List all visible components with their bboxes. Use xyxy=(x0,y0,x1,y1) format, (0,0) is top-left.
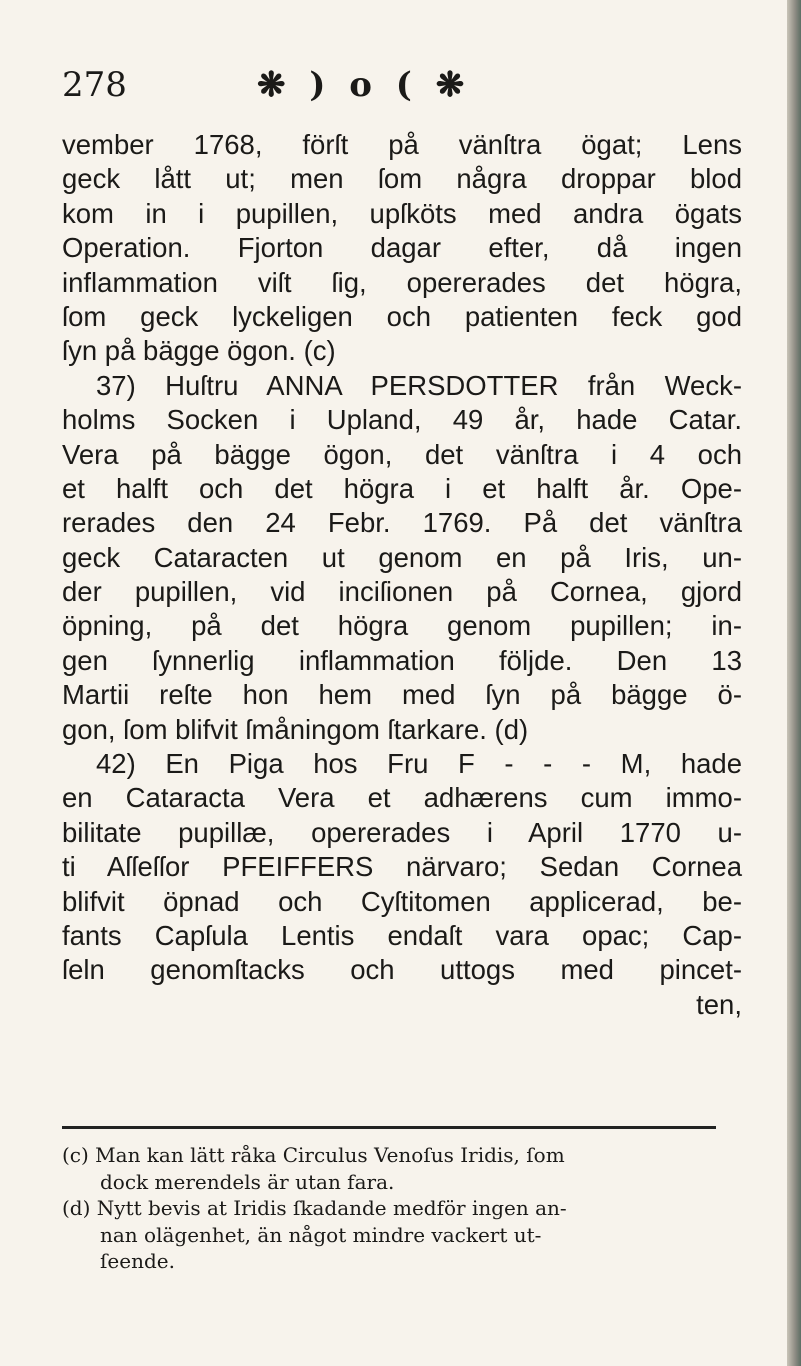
text-line: vember 1768, förſt på vänſtra ögat; Lens xyxy=(62,129,742,160)
text-line: inflammation viſt ſig, opererades det högra, xyxy=(62,266,742,298)
body-text xyxy=(62,128,742,1022)
footnote-line: nan olägenhet, än något mindre vackert ut- xyxy=(100,1222,542,1247)
catchword-line: ten, xyxy=(696,988,742,1020)
page-number: 278 xyxy=(62,65,127,105)
page-edge-shadow xyxy=(787,0,801,1366)
text-line: blifvit öpnad och Cyſtitomen applicerad, be- xyxy=(62,885,742,917)
running-header xyxy=(62,60,712,110)
footnote-rule xyxy=(62,1126,716,1129)
text-line: kom in i pupillen, upſköts med andra ögats xyxy=(62,197,742,229)
text-line: öpning, på det högra genom pupillen; in- xyxy=(62,610,742,642)
text-line: 42) En Piga hos Fru F - - - M, hade xyxy=(96,748,742,780)
text-line: ſeln genomſtacks och uttogs med pincet- xyxy=(62,954,742,986)
text-line: Operation. Fjorton dagar efter, då ingen xyxy=(62,232,742,264)
text-line: fants Capſula Lentis endaſt vara opac; Cap- xyxy=(62,919,742,951)
text-line: Martii reſte hon hem med ſyn på bägge ö- xyxy=(62,679,742,711)
text-line: gen ſynnerlig inflammation följde. Den 13 xyxy=(62,644,742,676)
text-line: ſom geck lyckeligen och patienten feck god xyxy=(62,300,742,332)
text-line: Vera på bägge ögon, det vänſtra i 4 och xyxy=(62,438,742,470)
text-line: ſyn på bägge ögon. (c) xyxy=(62,335,336,367)
text-line: der pupillen, vid inciſionen på Cornea, gjord xyxy=(62,576,742,608)
text-line: et halft och det högra i et halft år. Ope- xyxy=(62,472,742,504)
footnote-line: (c) Man kan lätt råka Circulus Venoſus Iridis, ſom xyxy=(62,1143,565,1167)
text-line: geck Cataracten ut genom en på Iris, un- xyxy=(62,541,742,573)
footnote-line: (d) Nytt bevis at Iridis ſkadande medför ingen an- xyxy=(62,1196,567,1220)
header-ornament: ❋ ) o ( ❋ xyxy=(257,65,471,105)
footnote-line: dock merendels är utan fara. xyxy=(100,1169,395,1194)
text-line: rerades den 24 Febr. 1769. På det vänſtra xyxy=(62,507,742,539)
text-line: en Cataracta Vera et adhærens cum immo- xyxy=(62,782,742,814)
text-line: ti Aſſeſſor PFEIFFERS närvaro; Sedan Cornea xyxy=(62,851,742,883)
text-line: geck lått ut; men ſom några droppar blod xyxy=(62,163,742,195)
footnote-line: ſeende. xyxy=(100,1249,175,1273)
text-line: gon, ſom blifvit ſmåningom ſtarkare. (d) xyxy=(62,713,529,745)
footnotes xyxy=(62,1142,722,1275)
text-line: bilitate pupillæ, opererades i April 1770 u- xyxy=(62,816,742,848)
text-line: 37) Huſtru ANNA PERSDOTTER från Weck- xyxy=(96,369,742,401)
text-line: holms Socken i Upland, 49 år, hade Catar. xyxy=(62,404,742,436)
